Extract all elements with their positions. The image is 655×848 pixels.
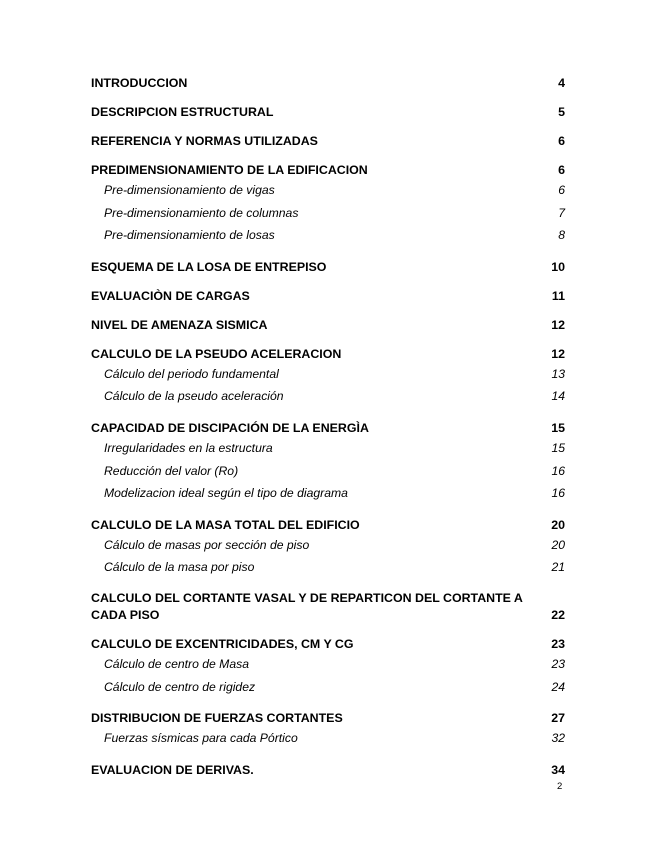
toc-entry-page: 15	[551, 420, 565, 435]
toc-entry-derivas[interactable]	[91, 761, 565, 779]
toc-subentry-modelizacion[interactable]	[91, 482, 565, 505]
toc-entry-page: 34	[551, 762, 565, 777]
toc-subentry-page: 20	[551, 537, 565, 552]
toc-entry-evaluacion-cargas[interactable]	[91, 287, 565, 305]
toc-subentry-title: Pre-dimensionamiento de columnas	[104, 205, 299, 220]
toc-subentry-title: Irregularidades en la estructura	[104, 440, 273, 455]
toc-entry-cortante-vasal[interactable]	[91, 590, 565, 624]
toc-entry-title: EVALUACIÒN DE CARGAS	[91, 288, 250, 303]
toc-entry-page: 6	[558, 134, 565, 148]
toc-subentry-losas[interactable]	[91, 224, 565, 247]
toc-subentry-masas-seccion[interactable]	[91, 534, 565, 557]
toc-entry-title: ESQUEMA DE LA LOSA DE ENTREPISO	[91, 259, 327, 274]
toc-subentry-title: Cálculo de centro de rigidez	[104, 679, 256, 694]
toc-subentry-title: Cálculo de la pseudo aceleración	[104, 389, 284, 404]
toc-subentry-page: 21	[551, 560, 565, 575]
toc-subentry-page: 16	[551, 486, 565, 501]
toc-subentry-page: 16	[551, 463, 565, 478]
toc-entry-fuerzas-cortantes[interactable]	[91, 709, 565, 727]
toc-entry-esquema-losa[interactable]	[91, 258, 565, 276]
toc-entry-page: 4	[558, 76, 565, 90]
toc-subentry-title: Reducción del valor (Ro)	[104, 463, 239, 478]
toc-subentry-title: Pre-dimensionamiento de losas	[104, 228, 275, 243]
toc-entry-excentricidades[interactable]	[91, 635, 565, 653]
toc-subentry-centro-masa[interactable]	[91, 653, 565, 676]
toc-entry-page: 12	[551, 346, 565, 361]
toc-subentry-reduccion-ro[interactable]	[91, 460, 565, 483]
toc-entry-introduccion[interactable]	[91, 74, 565, 92]
toc-entry-title: CAPACIDAD DE DISCIPACIÓN DE LA ENERGÌA	[91, 420, 369, 435]
toc-subentry-title: Cálculo de la masa por piso	[104, 560, 255, 575]
toc-subentry-title: Fuerzas sísmicas para cada Pórtico	[104, 731, 298, 746]
toc-entry-page: 27	[551, 711, 565, 726]
toc-subentry-fuerzas-sismicas[interactable]	[91, 727, 565, 750]
toc-entry-predimensionamiento[interactable]	[91, 161, 565, 179]
toc-entry-title: DESCRIPCION ESTRUCTURAL	[91, 105, 274, 119]
toc-subentry-title: Cálculo de centro de Masa	[104, 656, 249, 671]
toc-entry-pseudo-aceleracion[interactable]	[91, 345, 565, 363]
toc-entry-title: INTRODUCCION	[91, 76, 188, 90]
toc-subentry-page: 24	[551, 679, 565, 694]
toc-entry-title: CALCULO DE EXCENTRICIDADES, CM Y CG	[91, 636, 354, 651]
toc-entry-page: 23	[551, 636, 565, 651]
toc-subentry-page: 6	[558, 183, 565, 197]
toc-entry-page: 10	[551, 259, 565, 274]
toc-subentry-title: Modelizacion ideal según el tipo de diagrama	[104, 486, 348, 501]
toc-subentry-vigas[interactable]	[91, 179, 565, 202]
toc-subentry-periodo-fundamental[interactable]	[91, 363, 565, 386]
page-number: 2	[557, 781, 563, 792]
toc-entry-title: CALCULO DE LA MASA TOTAL DEL EDIFICIO	[91, 517, 360, 532]
toc-entry-amenaza-sismica[interactable]	[91, 316, 565, 334]
toc-entry-descripcion-estructural[interactable]	[91, 103, 565, 121]
toc-subentry-title: Cálculo de masas por sección de piso	[104, 537, 310, 552]
toc-entry-page: 20	[551, 517, 565, 532]
toc-entry-page: 12	[551, 317, 565, 332]
toc-entry-title: DISTRIBUCION DE FUERZAS CORTANTES	[91, 711, 343, 726]
toc-entry-page: 22	[551, 607, 565, 622]
toc-entry-referencia-normas[interactable]	[91, 132, 565, 150]
toc-subentry-page: 14	[551, 389, 565, 404]
toc-entry-title: NIVEL DE AMENAZA SISMICA	[91, 317, 268, 332]
toc-subentry-title: Cálculo del periodo fundamental	[104, 366, 279, 381]
toc-subentry-page: 13	[551, 366, 565, 381]
toc-entry-masa-total[interactable]	[91, 516, 565, 534]
table-of-contents	[91, 74, 565, 779]
toc-entry-title: CALCULO DE LA PSEUDO ACELERACION	[91, 346, 342, 361]
toc-entry-capacidad-discipacion[interactable]	[91, 419, 565, 437]
toc-subentry-calculo-pseudo-aceleracion[interactable]	[91, 385, 565, 408]
toc-subentry-page: 8	[558, 228, 565, 243]
toc-subentry-masa-piso[interactable]	[91, 556, 565, 579]
toc-subentry-page: 32	[551, 731, 565, 746]
toc-entry-title: REFERENCIA Y NORMAS UTILIZADAS	[91, 134, 318, 148]
toc-entry-page: 5	[558, 105, 565, 119]
toc-subentry-title: Pre-dimensionamiento de vigas	[104, 183, 275, 197]
toc-entry-title: PREDIMENSIONAMIENTO DE LA EDIFICACION	[91, 163, 368, 177]
toc-entry-page: 6	[558, 163, 565, 177]
toc-entry-title: EVALUACION DE DERIVAS.	[91, 762, 254, 777]
toc-entry-page: 11	[551, 288, 565, 303]
toc-entry-title: CALCULO DEL CORTANTE VASAL Y DE REPARTICON DEL CORTANTE A CADA PISO	[91, 590, 523, 622]
toc-subentry-irregularidades[interactable]	[91, 437, 565, 460]
toc-subentry-page: 7	[558, 205, 565, 220]
toc-subentry-centro-rigidez[interactable]	[91, 676, 565, 699]
toc-subentry-page: 15	[551, 440, 565, 455]
toc-subentry-columnas[interactable]	[91, 202, 565, 225]
toc-subentry-page: 23	[551, 656, 565, 671]
